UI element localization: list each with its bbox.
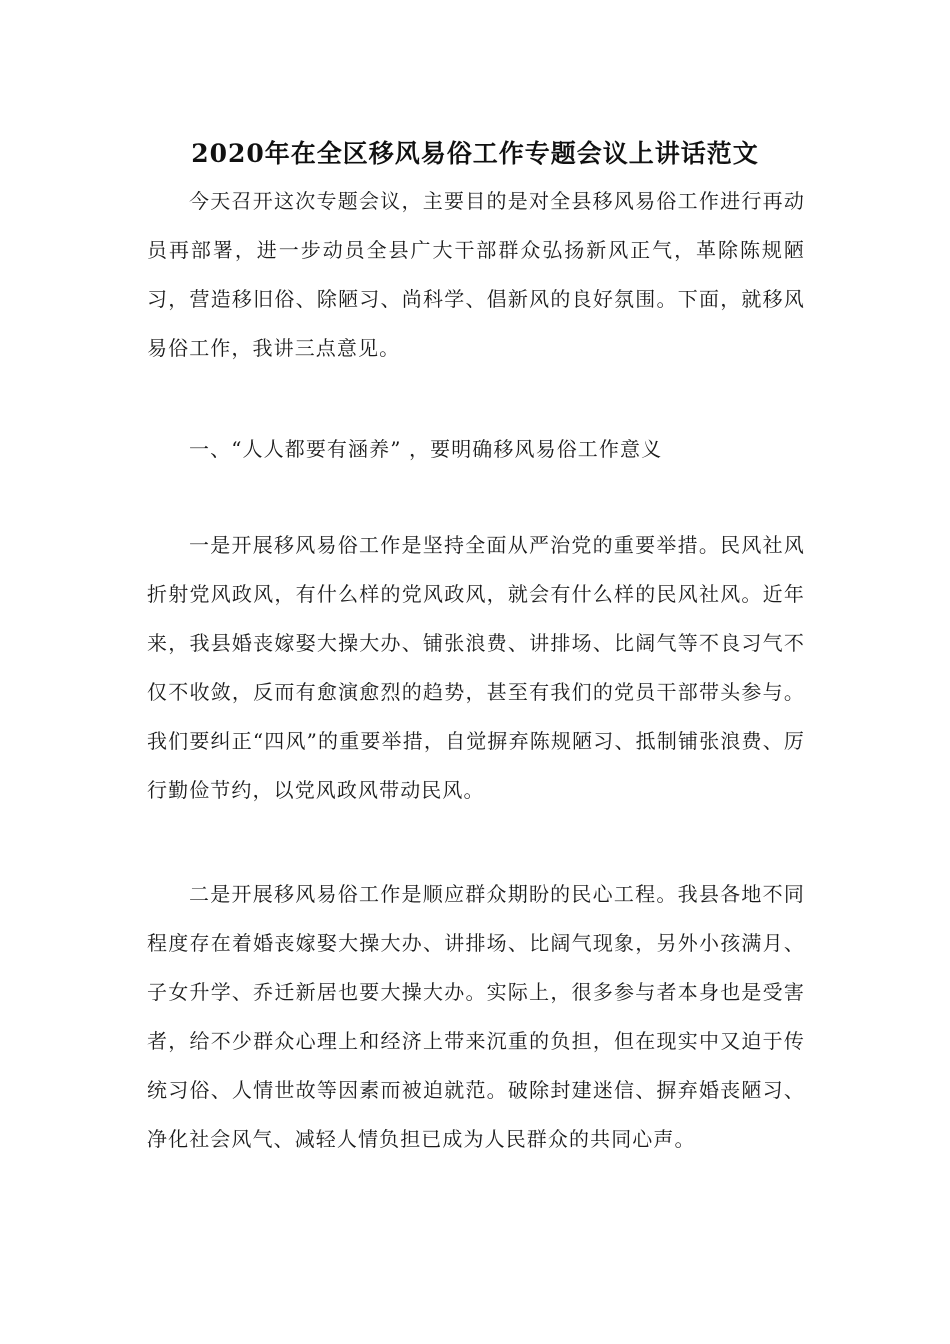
point-one-paragraph: 一是开展移风易俗工作是坚持全面从严治党的重要举措。民风社风折射党风政风，有什么样的党风政风，就会有什么样的民风社风。近年来，我县婚丧嫁娶大操大办、铺张浪费、讲排场、比阔气等不良习气不仅不收敛，反而有愈演愈烈的趋势，甚至有我们的党员干部带头参与。我们要纠正“四风”的重要举措，自觉摒弃陈规陋习、抵制铺张浪费、厉行勤俭节约，以党风政风带动民风。: [147, 533, 805, 802]
point-two-paragraph: 二是开展移风易俗工作是顺应群众期盼的民心工程。我县各地不同程度存在着婚丧嫁娶大操大办、讲排场、比阔气现象，另外小孩满月、子女升学、乔迁新居也要大操大办。实际上，很多参与者本身也是受害者，给不少群众心理上和经济上带来沉重的负担，但在现实中又迫于传统习俗、人情世故等因素而被迫就范。破除封建迷信、摒弃婚丧陋习、净化社会风气、减轻人情负担已成为人民群众的共同心声。: [147, 882, 805, 1151]
document-title: 2020年在全区移风易俗工作专题会议上讲话范文: [191, 139, 759, 168]
intro-paragraph: 今天召开这次专题会议，主要目的是对全县移风易俗工作进行再动员再部署，进一步动员全县广大干部群众弘扬新风正气，革除陈规陋习，营造移旧俗、除陋习、尚科学、倡新风的良好氛围。下面，就移风易俗工作，我讲三点意见。: [147, 189, 805, 360]
section-heading-one: 一、“人人都要有涵养” ，要明确移风易俗工作意义: [189, 437, 663, 461]
